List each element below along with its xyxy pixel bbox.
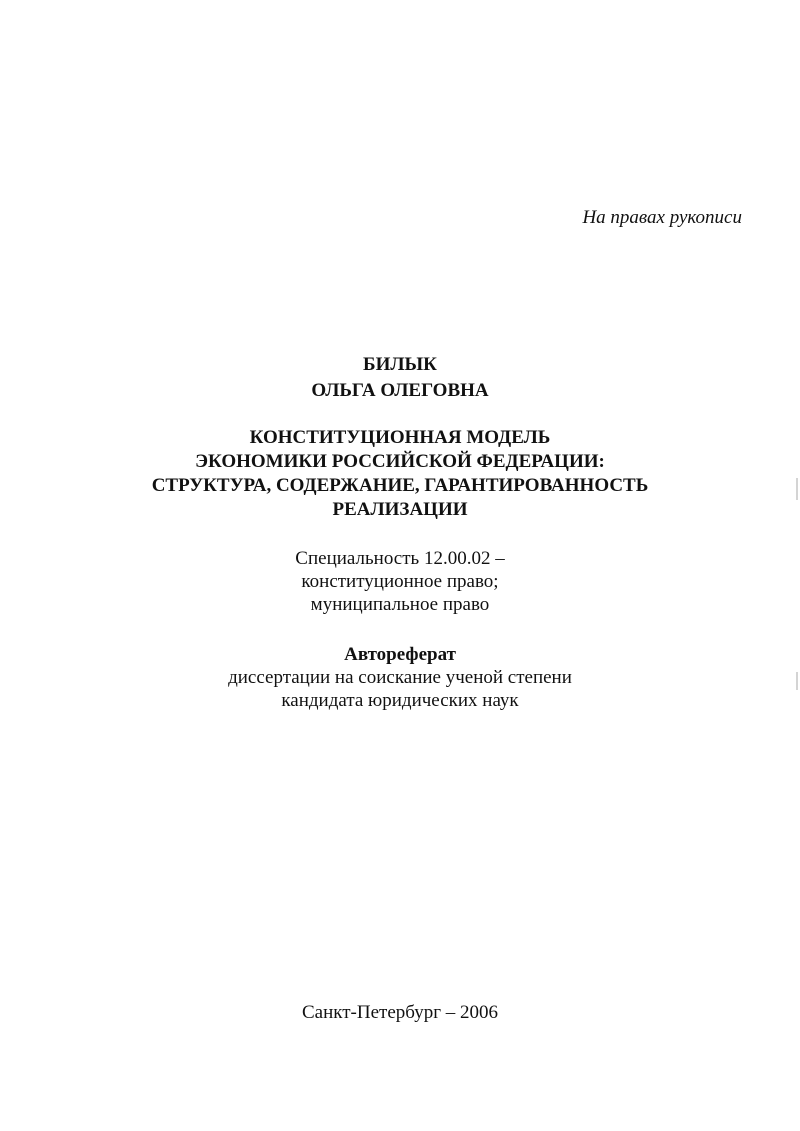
place-and-year: Санкт-Петербург – 2006 bbox=[301, 1002, 498, 1023]
specialty-line: муниципальное право bbox=[310, 594, 490, 615]
dissertation-title bbox=[0, 426, 800, 522]
title-line: СТРУКТУРА, СОДЕРЖАНИЕ, ГАРАНТИРОВАННОСТЬ bbox=[151, 475, 649, 496]
abstract-heading: Автореферат bbox=[344, 644, 456, 665]
specialty-line: Специальность 12.00.02 – bbox=[295, 548, 505, 569]
manuscript-note: На правах рукописи bbox=[582, 207, 742, 228]
abstract-line: диссертации на соискание ученой степени bbox=[228, 667, 572, 688]
author-surname: БИЛЫК bbox=[363, 354, 437, 375]
author-block bbox=[0, 352, 800, 404]
specialty-line: конституционное право; bbox=[301, 571, 499, 592]
abstract-line: кандидата юридических наук bbox=[281, 690, 519, 711]
title-line: ЭКОНОМИКИ РОССИЙСКОЙ ФЕДЕРАЦИИ: bbox=[195, 451, 605, 472]
scan-edge-mark bbox=[796, 478, 798, 500]
scan-edge-mark bbox=[796, 672, 798, 690]
specialty-block bbox=[0, 547, 800, 616]
abstract-block bbox=[0, 643, 800, 712]
title-line: РЕАЛИЗАЦИИ bbox=[332, 499, 468, 520]
author-given-names: ОЛЬГА ОЛЕГОВНА bbox=[311, 380, 489, 401]
title-line: КОНСТИТУЦИОННАЯ МОДЕЛЬ bbox=[249, 427, 551, 448]
